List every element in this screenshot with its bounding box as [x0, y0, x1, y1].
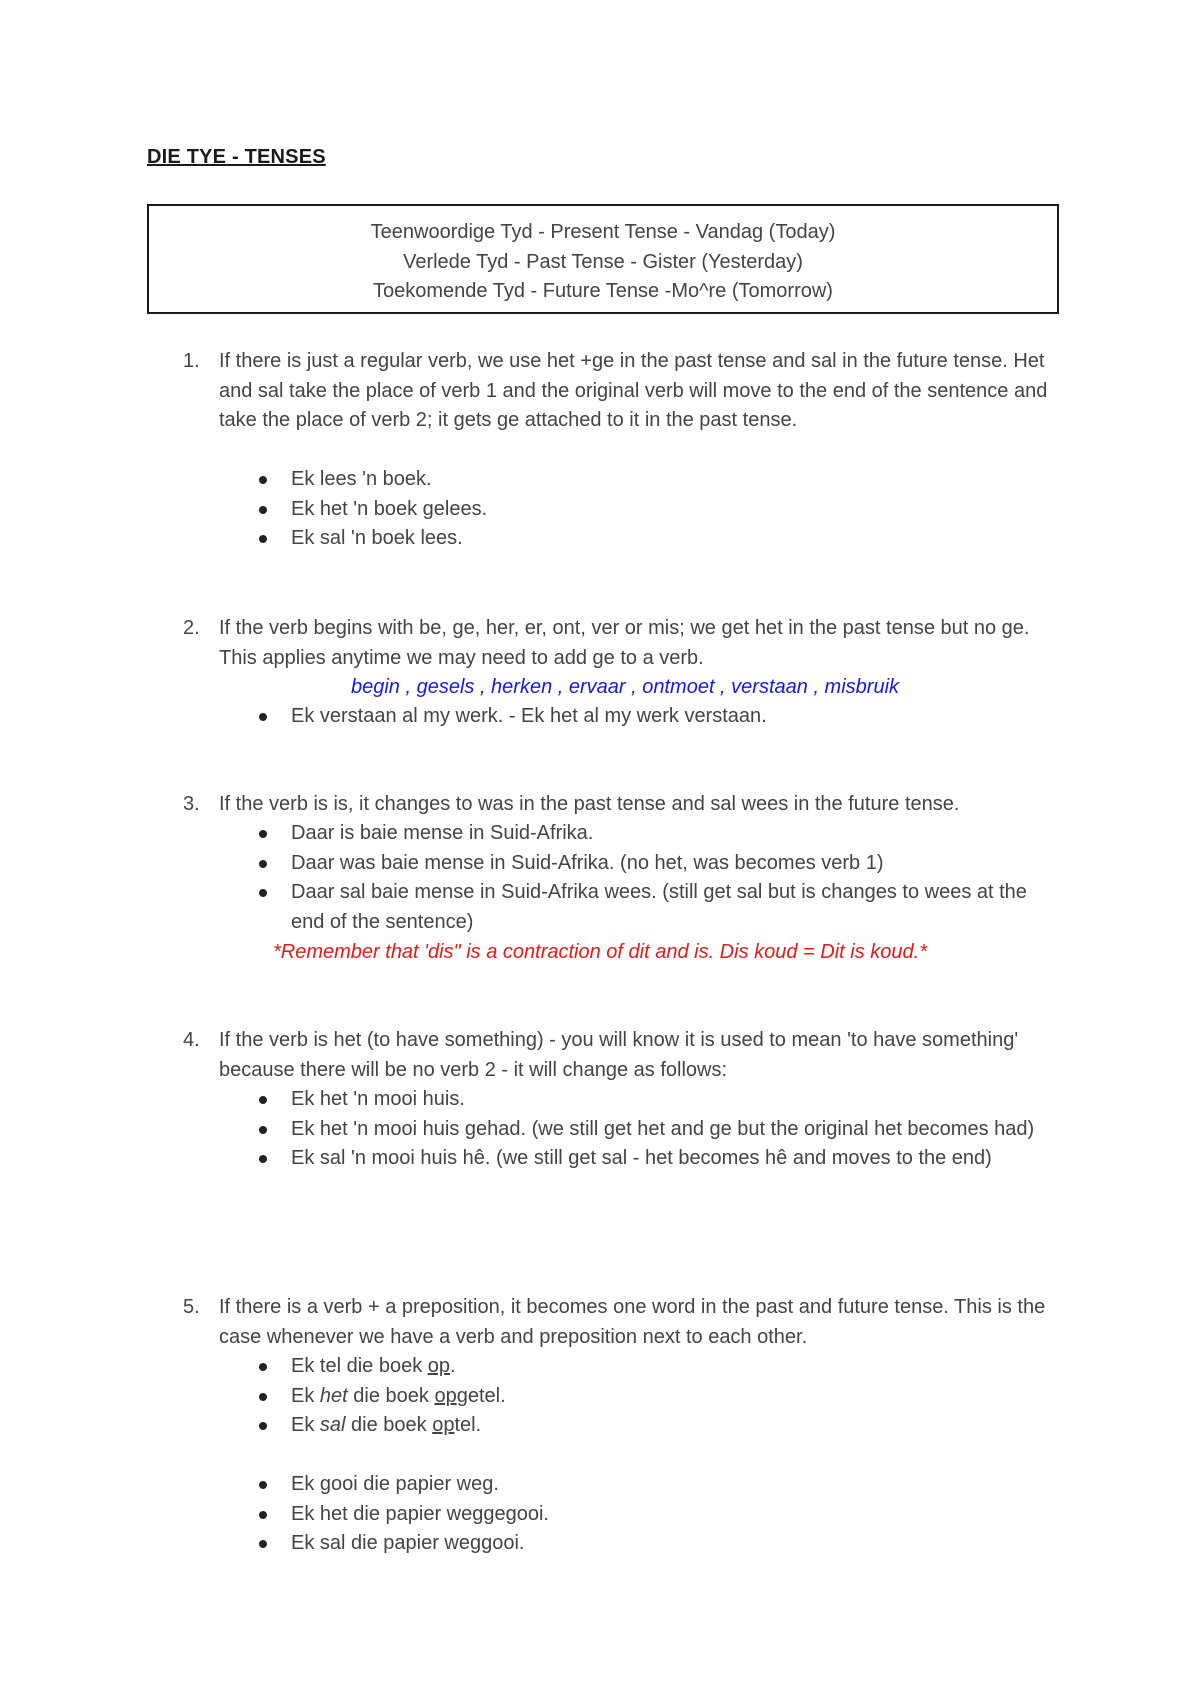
- bullet-icon: [259, 506, 267, 514]
- bullet-icon: [259, 476, 267, 484]
- list-item: Ek sal die boek optel.: [219, 1411, 1059, 1441]
- rule-number: 4.: [183, 1029, 200, 1051]
- list-item: Ek tel die boek op.: [219, 1352, 1059, 1382]
- bullet-icon: [259, 1363, 267, 1371]
- list-item: Ek sal 'n mooi huis hê. (we still get sal - het becomes hê and moves to the end): [219, 1144, 1059, 1174]
- bullet-icon: [259, 713, 267, 721]
- rule-text: If there is just a regular verb, we use het +ge in the past tense and sal in the future tense. Het and sal take the place of verb 1 and the original verb will move to the end of the sentence and take the place of verb 2; it gets ge attached to it in the past tense.: [219, 350, 1048, 431]
- tense-summary-box: [147, 204, 1059, 314]
- rule-text: If the verb is is, it changes to was in the past tense and sal wees in the future tense.: [219, 793, 960, 815]
- bullet-icon: [259, 1511, 267, 1519]
- list-item: Ek het die boek opgetel.: [219, 1382, 1059, 1412]
- list-item: Ek het die papier weggegooi.: [219, 1500, 1059, 1530]
- example-list: [219, 1352, 1059, 1441]
- list-item: Ek sal 'n boek lees.: [219, 524, 1059, 554]
- bullet-icon: [259, 830, 267, 838]
- example-list: [219, 702, 1059, 732]
- example-list: [219, 465, 1059, 554]
- list-item: Ek het 'n mooi huis gehad. (we still get het and ge but the original het becomes had): [219, 1115, 1059, 1145]
- list-item: Ek het 'n mooi huis.: [219, 1085, 1059, 1115]
- tense-past: Verlede Tyd - Past Tense - Gister (Yesterday): [403, 250, 803, 273]
- list-item: Ek het 'n boek gelees.: [219, 495, 1059, 525]
- tense-present: Teenwoordige Tyd - Present Tense - Vandag (Today): [370, 221, 836, 243]
- list-item: Daar was baie mense in Suid-Afrika. (no het, was becomes verb 1): [219, 849, 1059, 879]
- list-item: Ek verstaan al my werk. - Ek het al my werk verstaan.: [219, 702, 1059, 732]
- list-item: Daar is baie mense in Suid-Afrika.: [219, 819, 1059, 849]
- bullet-icon: [259, 1481, 267, 1489]
- page-title: DIE TYE - TENSES: [147, 146, 326, 168]
- rule-text: If there is a verb + a preposition, it becomes one word in the past and future tense. This is the case whenever we have a verb and preposition next to each other.: [219, 1296, 1046, 1348]
- verb-examples: begin , gesels , herken , ervaar , ontmoet , verstaan , misbruik: [350, 676, 900, 698]
- rule-number: 3.: [183, 793, 200, 815]
- list-item: Ek lees 'n boek.: [219, 465, 1059, 495]
- list-item: Ek gooi die papier weg.: [219, 1470, 1059, 1500]
- list-item: Ek sal die papier weggooi.: [219, 1529, 1059, 1559]
- rule-text: If the verb is het (to have something) - you will know it is used to mean 'to have something' because there will be no verb 2 - it will change as follows:: [219, 1029, 1019, 1081]
- example-list: [219, 1470, 1059, 1559]
- bullet-icon: [259, 889, 267, 897]
- bullet-icon: [259, 1393, 267, 1401]
- bullet-icon: [259, 860, 267, 868]
- rule-number: 1.: [183, 350, 200, 372]
- bullet-icon: [259, 1422, 267, 1430]
- bullet-icon: [259, 535, 267, 543]
- bullet-icon: [259, 1540, 267, 1548]
- tense-future: Toekomende Tyd - Future Tense -Mo^re (Tomorrow): [373, 280, 833, 302]
- rule-number: 5.: [183, 1296, 200, 1318]
- reminder-note: *Remember that 'dis" is a contraction of dit and is. Dis koud = Dit is koud.*: [273, 941, 927, 963]
- list-item: Daar sal baie mense in Suid-Afrika wees. (still get sal but is changes to wees at the end of the sentence): [219, 878, 1059, 937]
- example-list: [219, 819, 1059, 937]
- example-list: [219, 1085, 1059, 1174]
- rule-number: 2.: [183, 617, 200, 639]
- bullet-icon: [259, 1155, 267, 1163]
- bullet-icon: [259, 1126, 267, 1134]
- rule-text: If the verb begins with be, ge, her, er, ont, ver or mis; we get het in the past tense but no ge. This applies anytime we may need to add ge to a verb.: [219, 617, 1030, 669]
- bullet-icon: [259, 1096, 267, 1104]
